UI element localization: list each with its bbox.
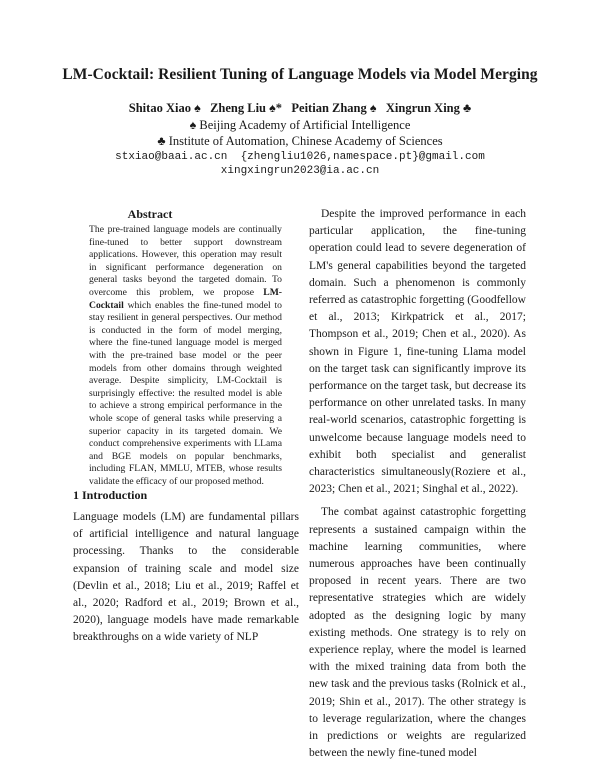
abstract-heading: Abstract <box>127 207 173 221</box>
right-column <box>309 206 526 763</box>
author-emails-line-2: xingxingrun2023@ia.ac.cn <box>220 165 380 177</box>
abstract-text <box>89 224 282 488</box>
paper-title: LM-Cocktail: Resilient Tuning of Language Models via Model Merging <box>62 66 538 83</box>
paragraph-combat-strategies: The combat against catastrophic forgetting represents a sustained campaign within the machine learning communities, where numerous approaches have been continually proposed in recent years. There are two representative strategies which are widely adopted as the designing logic by many existing methods. One strategy is to rely on experience replay, where the model is learned with the mixed training data from both the new task and the previous tasks (Rolnick et al., 2019; Shin et al., 2017). The other strategy is to leverage regularization, where the changes in predictions or weights are regularized between the newly fine-tuned model <box>309 506 526 760</box>
author-list: Shitao Xiao ♠ Zheng Liu ♠* Peitian Zhang ♠ Xingrun Xing ♣ <box>128 101 472 115</box>
method-name: LM-Cocktail <box>89 286 282 311</box>
introduction-paragraph-left: Language models (LM) are fundamental pillars of artificial intelligence and natural language processing. Thanks to the considerable expansion of training scale and model size (Devlin et al., 2018; Liu et al., 2019; Raffel et al., 2020; Radford et al., 2019; Brown et al., 2020), language models have made remarkable breakthroughs on a wide variety of NLP <box>73 511 299 644</box>
abstract-text-part-1: The pre-trained language models are continually fine-tuned to better support downstream applications. However, this operation may result in significant performance degeneration on general tasks beyond the targeted domain. To overcome this problem, we propose <box>89 224 282 298</box>
introduction-heading: 1 Introduction <box>73 488 148 502</box>
affiliation-ia-cas: ♣ Institute of Automation, Chinese Academy of Sciences <box>157 134 443 148</box>
abstract-text-part-2: which enables the fine-tuned model to stay resilient in general perspectives. Our method is conducted in the form of model merging, where the fine-tuned language model is merged with the pre-trained base model or the peer models from other domains through weighted average. Despite simplicity, LM-Cocktail is surprisingly effective: the resulted model is able to achieve a strong empirical performance in the whole scope of general tasks while preserving a superior capacity in its targeted domain. We conduct comprehensive experiments with LLama and BGE models on popular benchmarks, including FLAN, MMLU, MTEB, whose results validate the efficacy of our proposed method. <box>89 299 282 487</box>
affiliation-baai: ♠ Beijing Academy of Artificial Intelligence <box>189 118 411 132</box>
author-emails-line-1: stxiao@baai.ac.cn {zhengliu1026,namespace.pt}@gmail.com <box>115 151 485 163</box>
paragraph-catastrophic-forgetting: Despite the improved performance in each particular application, the fine-tuning operation could lead to severe degeneration of LM's general capabilities beyond the targeted domain. Such a phenomenon is commonly referred as catastrophic forgetting (Goodfellow et al., 2013; Kirkpatrick et al., 2017; Thompson et al., 2019; Chen et al., 2020). As shown in Figure 1, fine-tuning Llama model on the target task can significantly improve its performance on the target task, but decrease its performance on other unrelated tasks. In many real-world scenarios, catastrophic forgetting is unwelcome because language models need to exhibit both specialist and generalist characteristics simultaneously(Roziere et al., 2023; Chen et al., 2021; Singhal et al., 2022). <box>309 208 526 496</box>
